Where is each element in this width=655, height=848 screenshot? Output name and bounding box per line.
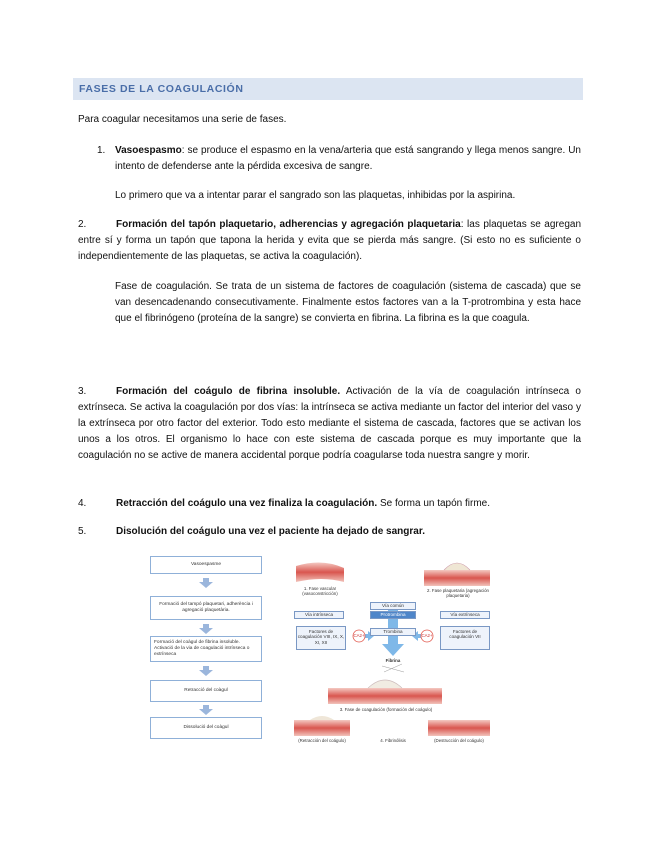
- flow-box-tapon: Formació del tampó plaquetari, adherència i agregació plaquetària.: [150, 596, 262, 620]
- item-1-title: Vasoespasmo: [115, 145, 182, 156]
- item-5-number: 5.: [78, 526, 87, 537]
- item-5-paragraph: [116, 524, 582, 540]
- flow-box-dissolucio: Dissolució del coàgul: [150, 717, 262, 739]
- item-4-text: Se forma un tapón firme.: [377, 498, 491, 509]
- coagulation-illustration: [292, 548, 494, 744]
- item-4-paragraph: [116, 496, 582, 512]
- factores-left-box: Factores de coagulación VIII, IX, X, XI, XII: [296, 626, 346, 650]
- vessel-platelet-plug: [424, 570, 490, 586]
- fibrina-label: Fibrina: [385, 658, 401, 663]
- item-3-title: Formación del coágulo de fibrina insoluble.: [116, 386, 341, 397]
- via-extrinseca-box: Vía extrínseca: [440, 611, 490, 619]
- item-2-number: 2.: [78, 219, 87, 230]
- flow-arrow-down-icon: [198, 624, 214, 634]
- label-destruccion: (Destrucción del coágulo): [434, 738, 484, 743]
- via-comun-box: Vía común: [370, 602, 416, 610]
- label-retraccion: (Retracción del coágulo): [298, 738, 346, 743]
- label-phase2: 2. Fase plaquetaria (agregación plaquetaria): [427, 588, 489, 599]
- item-3-paragraph: [78, 384, 581, 464]
- item-5-title: Disolución del coágulo una vez el paciente ha dejado de sangrar.: [116, 526, 425, 537]
- flow-arrow-down-icon: [198, 666, 214, 676]
- vessel-clot: [328, 688, 442, 704]
- flow-box-vasoespasme: Vasoespasme: [150, 556, 262, 574]
- item-2-note: Fase de coagulación. Se trata de un sistema de factores de coagulación (sistema de cascada) que se van desencadenando consecutivamente. Finalmente estos factores van a la T-protrombina y esta hace que el fibrinógeno (proteína de la sangre) se convierta en fibrina. La fibrina es la que coagula.: [115, 281, 581, 324]
- item-2-paragraph: [78, 217, 581, 265]
- flow-arrow-down-icon: [198, 578, 214, 588]
- item-2-text: : las plaquetas se agregan entre sí y forma un tapón que tapona la herida y evita que se pierda más sangre. (Si esto no es suficiente o independientemente de las plaquetas, se activa la coagulación).: [78, 219, 582, 262]
- label-phase3: 3. Fase de coagulación (formación del coágulo): [339, 707, 433, 712]
- item-1-number: 1.: [97, 145, 106, 156]
- intro-paragraph: Para coagular necesitamos una serie de fases.: [78, 114, 287, 125]
- label-fibrinolisis: 4. Fibrinólisis: [380, 738, 406, 743]
- item-3-number: 3.: [78, 386, 87, 397]
- clot-shape: [368, 680, 402, 688]
- item-1-note: Lo primero que va a intentar parar el sangrado son las plaquetas, inhibidas por la aspirina.: [115, 190, 516, 201]
- flow-box-fibrina: Formació del coàgul de fibrina insoluble. Activació de la via de coagulació intrínseca o extrínseca: [150, 636, 262, 662]
- section-heading: FASES DE LA COAGULACIÓN: [73, 78, 583, 100]
- factores-right-box: Factores de coagulación VII: [440, 626, 490, 650]
- platelet-plug-shape: [444, 563, 470, 570]
- vessel-retraction: [294, 720, 350, 736]
- via-intrinseca-box: Vía intrínseca: [294, 611, 344, 619]
- item-4-title: Retracción del coágulo una vez finaliza la coagulación.: [116, 498, 378, 509]
- label-phase1: 1. Fase vascular (vasoconstricción): [302, 586, 338, 597]
- retracted-clot-shape: [310, 716, 334, 720]
- flow-arrow-down-icon: [198, 705, 214, 715]
- flow-box-retraccio: Retracció del coàgul: [150, 680, 262, 702]
- item-2-title: Formación del tapón plaquetario, adherencias y agregación plaquetaria: [116, 219, 461, 230]
- flowchart: [150, 548, 268, 748]
- item-3-text: Activación de la vía de coagulación intrínseca o extrínseca. Se activa la coagulación por dos vías: la intrínseca se activa mediante un factor del interior del vaso y la extrínseca por otro factor del exterior. Todo esto mediante el sistema de cascada, factores que se activan los unos a los otros. El organismo lo hace con este sistema de cascada porque es muy importante que la coagulación no se active de manera accidental porque podría coagularse toda nuestra sangre y morir.: [78, 386, 581, 461]
- vessel-vasoconstriction: [296, 562, 344, 582]
- item-1-text: : se produce el espasmo en la vena/arteria que está sangrando y llega menos sangre. Un intento de defenderse ante la pérdida excesiva de sangre.: [115, 145, 581, 172]
- ca-left-label: CA2+: [353, 633, 365, 638]
- protrombina-box: Protrombina: [370, 611, 416, 619]
- ca-right-label: CA2+: [421, 633, 433, 638]
- fibrin-strands: [382, 664, 404, 672]
- item-1-paragraph: [115, 143, 581, 175]
- trombina-box: Trombina: [370, 628, 416, 636]
- item-4-number: 4.: [78, 498, 87, 509]
- vessel-destruction: [428, 720, 490, 736]
